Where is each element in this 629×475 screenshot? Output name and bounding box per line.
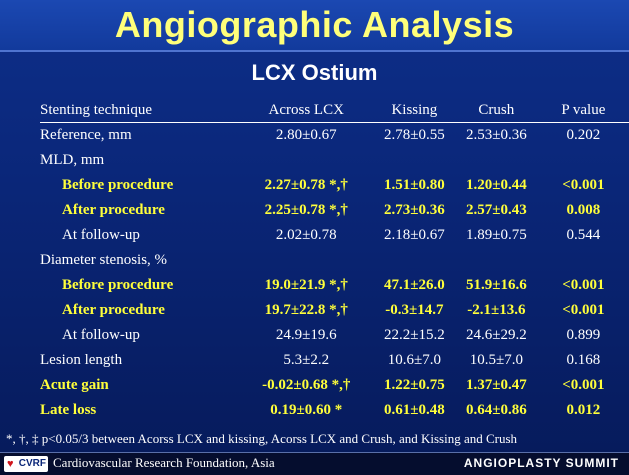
table-row [40, 148, 629, 173]
cell-across-lcx [239, 248, 374, 273]
table-row [40, 173, 629, 198]
row-label: Before procedure [62, 277, 174, 293]
cell-crush [455, 248, 538, 273]
cell-crush: 1.89±0.75 [465, 227, 527, 243]
cell-p-value: <0.001 [562, 377, 605, 393]
cell-crush: 2.57±0.43 [465, 202, 527, 218]
cell-kissing: 2.18±0.67 [384, 227, 445, 243]
cell-kissing: 1.51±0.80 [384, 177, 445, 193]
logo-text: CVRF [18, 458, 46, 469]
cell-p-value: 0.202 [566, 127, 601, 143]
table-row [40, 398, 629, 423]
cell-across-lcx: 2.02±0.78 [275, 227, 337, 243]
cell-across-lcx: 2.27±0.78 *,† [264, 177, 348, 193]
cell-p-value: <0.001 [562, 177, 605, 193]
cell-kissing: 2.78±0.55 [384, 127, 445, 143]
cell-crush: 1.20±0.44 [465, 177, 527, 193]
cell-crush: 10.5±7.0 [469, 352, 523, 368]
cell-p-value: 0.008 [566, 202, 601, 218]
cell-crush: 2.53±0.36 [465, 127, 527, 143]
cell-kissing [374, 148, 455, 173]
cell-across-lcx: 0.19±0.60 * [270, 402, 343, 418]
cell-across-lcx: 5.3±2.2 [283, 352, 330, 368]
cell-p-value: 0.012 [566, 402, 601, 418]
cell-across-lcx: 19.0±21.9 *,† [264, 277, 348, 293]
cell-crush: 24.6±29.2 [465, 327, 527, 343]
cell-kissing: 22.2±15.2 [384, 327, 445, 343]
table-header-row [40, 98, 629, 123]
footer-bar [0, 452, 629, 475]
cell-kissing: 2.73±0.36 [384, 202, 445, 218]
row-label: After procedure [62, 202, 165, 218]
header-stenting-technique: Stenting technique [40, 98, 239, 123]
cell-crush: 1.37±0.47 [465, 377, 527, 393]
table-row [40, 373, 629, 398]
cell-across-lcx: 24.9±19.6 [275, 327, 337, 343]
cell-p-value: 0.899 [566, 327, 601, 343]
cell-p-value: <0.001 [562, 277, 605, 293]
row-label: At follow-up [62, 227, 140, 243]
table-row [40, 323, 629, 348]
cell-kissing: -0.3±14.7 [385, 302, 444, 318]
table-row [40, 123, 629, 149]
cell-p-value [538, 148, 629, 173]
cell-crush: -2.1±13.6 [467, 302, 526, 318]
table-row [40, 348, 629, 373]
cell-p-value [538, 248, 629, 273]
table-row [40, 198, 629, 223]
header-across-lcx: Across LCX [239, 98, 374, 123]
cell-p-value: <0.001 [562, 302, 605, 318]
row-label: Acute gain [40, 377, 109, 393]
cell-crush: 51.9±16.6 [465, 277, 527, 293]
cell-kissing: 1.22±0.75 [384, 377, 445, 393]
slide-subtitle: LCX Ostium [251, 60, 378, 85]
row-label: MLD, mm [40, 152, 105, 168]
row-label: Late loss [40, 402, 97, 418]
row-label: Diameter stenosis, % [40, 252, 168, 268]
cell-across-lcx [239, 148, 374, 173]
cell-across-lcx: 2.80±0.67 [275, 127, 337, 143]
row-label: Before procedure [62, 177, 174, 193]
cell-kissing: 0.61±0.48 [384, 402, 445, 418]
cell-kissing [374, 248, 455, 273]
cell-crush: 0.64±0.86 [465, 402, 527, 418]
cell-p-value: 0.544 [566, 227, 601, 243]
cell-p-value: 0.168 [566, 352, 601, 368]
row-label: At follow-up [62, 327, 140, 343]
cell-across-lcx: 19.7±22.8 *,† [264, 302, 348, 318]
cell-kissing: 47.1±26.0 [384, 277, 445, 293]
cell-across-lcx: 2.25±0.78 *,† [264, 202, 348, 218]
header-p-value: P value [538, 98, 629, 123]
table-row [40, 298, 629, 323]
results-table [40, 98, 629, 423]
organization-name: Cardiovascular Research Foundation, Asia [53, 455, 275, 470]
footnote: *, †, ‡ p<0.05/3 between Acorss LCX and kissing, Acorss LCX and Crush, and Kissing and Crush [6, 431, 518, 446]
row-label: Lesion length [40, 352, 123, 368]
cell-crush [455, 148, 538, 173]
heart-icon: ♥ [7, 458, 14, 470]
slide-title: Angiographic Analysis [114, 4, 515, 45]
cell-kissing: 10.6±7.0 [387, 352, 442, 368]
table-row [40, 273, 629, 298]
header-kissing: Kissing [374, 98, 455, 123]
table-row [40, 248, 629, 273]
cell-across-lcx: -0.02±0.68 *,† [262, 377, 351, 393]
cvrf-logo [4, 456, 48, 472]
row-label: After procedure [62, 302, 165, 318]
row-label: Reference, mm [40, 127, 132, 143]
table-row [40, 223, 629, 248]
event-name: ANGIOPLASTY SUMMIT [463, 456, 619, 470]
header-crush: Crush [455, 98, 538, 123]
